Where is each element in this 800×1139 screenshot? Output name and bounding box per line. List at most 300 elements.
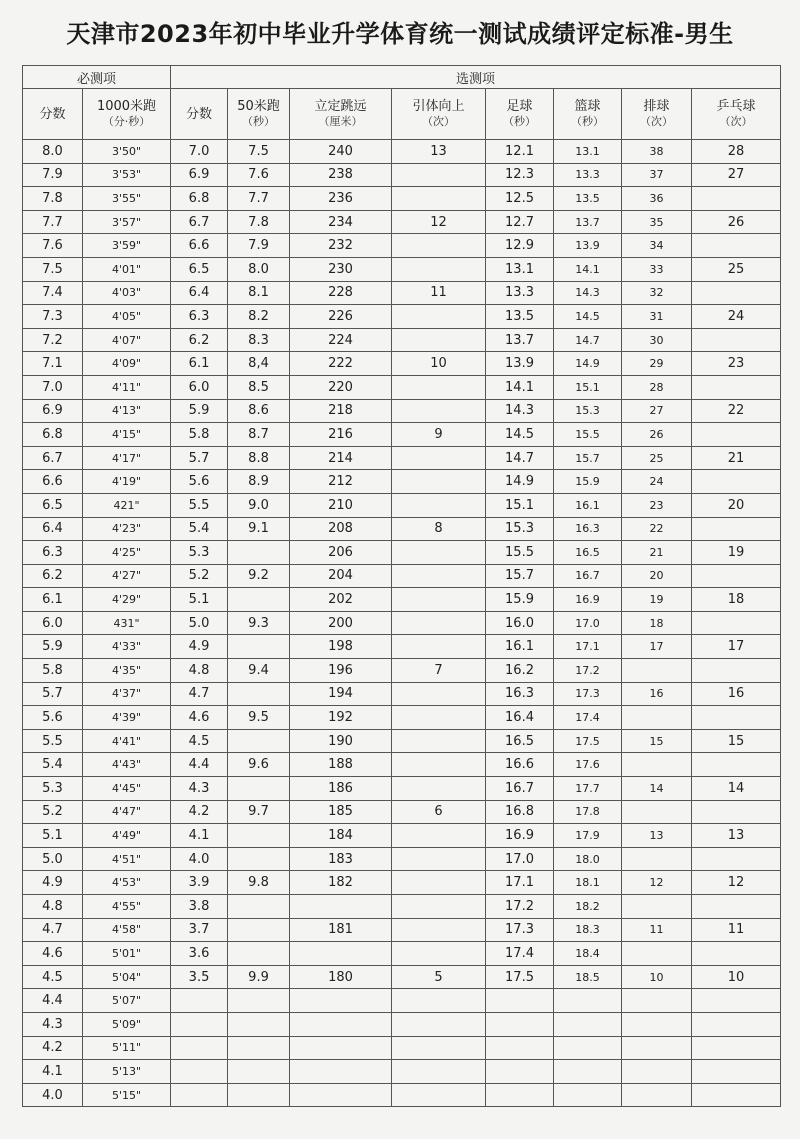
table-cell: 17.1 (554, 635, 622, 659)
table-cell: 4.8 (23, 895, 83, 919)
table-cell: 6.1 (23, 588, 83, 612)
table-cell: 13.7 (554, 210, 622, 234)
table-cell: 13.7 (486, 328, 554, 352)
table-cell (692, 800, 781, 824)
table-cell: 7.4 (23, 281, 83, 305)
table-cell: 12.3 (486, 163, 554, 187)
table-row (23, 682, 781, 706)
table-cell: 7.1 (23, 352, 83, 376)
column-header (228, 89, 290, 140)
table-cell: 8.0 (228, 257, 290, 281)
table-cell: 4.6 (23, 942, 83, 966)
table-cell: 6.7 (171, 210, 228, 234)
table-cell: 12.1 (486, 140, 554, 164)
table-cell: 3'55" (83, 187, 171, 211)
column-header-name: 排球 (643, 99, 670, 114)
table-cell: 5'07" (83, 989, 171, 1013)
table-cell (692, 564, 781, 588)
table-cell: 16.5 (486, 729, 554, 753)
table-cell: 9.9 (228, 965, 290, 989)
table-cell: 13 (622, 824, 692, 848)
table-cell: 13.5 (554, 187, 622, 211)
table-cell: 16.4 (486, 706, 554, 730)
table-cell (290, 1083, 392, 1107)
table-cell (692, 281, 781, 305)
table-cell: 17.0 (554, 611, 622, 635)
table-cell (392, 470, 486, 494)
table-cell: 15.5 (486, 541, 554, 565)
table-cell (228, 895, 290, 919)
table-cell: 4.0 (171, 847, 228, 871)
table-cell: 4'03" (83, 281, 171, 305)
table-cell (290, 895, 392, 919)
table-row (23, 635, 781, 659)
table-cell (392, 895, 486, 919)
table-cell (392, 682, 486, 706)
table-cell: 13.9 (486, 352, 554, 376)
column-header-name: 50米跑 (237, 99, 280, 114)
table-cell: 7.2 (23, 328, 83, 352)
table-cell (554, 1012, 622, 1036)
column-header-unit: （秒） (242, 115, 276, 128)
table-cell (554, 1083, 622, 1107)
table-cell: 26 (692, 210, 781, 234)
table-cell: 32 (622, 281, 692, 305)
table-row (23, 895, 781, 919)
table-cell: 4'49" (83, 824, 171, 848)
table-cell (392, 942, 486, 966)
table-row (23, 541, 781, 565)
table-row (23, 493, 781, 517)
table-cell (622, 1012, 692, 1036)
table-cell (392, 635, 486, 659)
table-cell: 3'57" (83, 210, 171, 234)
table-cell: 14 (692, 777, 781, 801)
table-cell (692, 659, 781, 683)
table-cell: 6.4 (23, 517, 83, 541)
table-row (23, 753, 781, 777)
table-cell: 9.0 (228, 493, 290, 517)
table-cell: 16.1 (554, 493, 622, 517)
table-cell: 35 (622, 210, 692, 234)
table-cell: 200 (290, 611, 392, 635)
table-cell: 26 (622, 423, 692, 447)
table-cell: 4.5 (171, 729, 228, 753)
table-cell: 6.2 (171, 328, 228, 352)
table-row (23, 305, 781, 329)
column-header (290, 89, 392, 140)
table-cell: 9 (392, 423, 486, 447)
table-cell: 15.9 (486, 588, 554, 612)
table-cell (692, 753, 781, 777)
table-cell (228, 729, 290, 753)
column-header-name: 引体向上 (412, 99, 465, 114)
table-cell: 4'09" (83, 352, 171, 376)
table-cell: 210 (290, 493, 392, 517)
table-cell (486, 989, 554, 1013)
table-cell: 17.5 (554, 729, 622, 753)
table-cell: 15.3 (486, 517, 554, 541)
table-cell (171, 1083, 228, 1107)
table-cell: 212 (290, 470, 392, 494)
table-cell: 8.5 (228, 375, 290, 399)
table-cell: 4'43" (83, 753, 171, 777)
table-cell: 21 (622, 541, 692, 565)
table-cell: 7.6 (228, 163, 290, 187)
table-cell (392, 541, 486, 565)
table-cell: 4.7 (171, 682, 228, 706)
table-cell: 181 (290, 918, 392, 942)
table-cell: 5.4 (23, 753, 83, 777)
table-cell: 17.0 (486, 847, 554, 871)
table-cell: 18.5 (554, 965, 622, 989)
table-cell: 226 (290, 305, 392, 329)
table-cell (290, 1060, 392, 1084)
table-cell (171, 989, 228, 1013)
table-cell (228, 635, 290, 659)
table-row (23, 659, 781, 683)
table-cell: 18.2 (554, 895, 622, 919)
table-cell: 16 (622, 682, 692, 706)
column-header (486, 89, 554, 140)
table-cell (486, 1012, 554, 1036)
table-cell (486, 1036, 554, 1060)
table-cell: 6.2 (23, 564, 83, 588)
table-cell: 15.1 (486, 493, 554, 517)
table-cell: 17.8 (554, 800, 622, 824)
table-cell: 5.1 (23, 824, 83, 848)
table-cell (622, 847, 692, 871)
table-cell: 4'01" (83, 257, 171, 281)
table-cell: 234 (290, 210, 392, 234)
table-cell (692, 895, 781, 919)
table-cell: 13.3 (554, 163, 622, 187)
table-row (23, 257, 781, 281)
table-cell: 9.7 (228, 800, 290, 824)
table-row (23, 423, 781, 447)
table-cell: 4.0 (23, 1083, 83, 1107)
table-cell: 4.3 (171, 777, 228, 801)
column-header-name: 乒乓球 (716, 99, 756, 114)
table-cell: 14.1 (554, 257, 622, 281)
table-cell: 5.0 (23, 847, 83, 871)
table-cell (622, 895, 692, 919)
table-cell: 7.9 (228, 234, 290, 258)
table-cell (692, 1036, 781, 1060)
table-cell: 4.7 (23, 918, 83, 942)
table-cell (392, 1060, 486, 1084)
table-cell (228, 682, 290, 706)
table-cell (392, 187, 486, 211)
table-cell: 5.2 (23, 800, 83, 824)
table-cell (228, 847, 290, 871)
table-cell: 6.0 (171, 375, 228, 399)
table-row (23, 918, 781, 942)
table-cell: 192 (290, 706, 392, 730)
table-cell: 15.3 (554, 399, 622, 423)
table-cell: 16.9 (486, 824, 554, 848)
table-cell (486, 1083, 554, 1107)
table-cell: 16.5 (554, 541, 622, 565)
table-row (23, 989, 781, 1013)
column-header-unit: （次） (719, 115, 753, 128)
table-row (23, 163, 781, 187)
table-cell: 15.7 (554, 446, 622, 470)
table-cell: 4'33" (83, 635, 171, 659)
table-cell: 16 (692, 682, 781, 706)
table-cell: 8.2 (228, 305, 290, 329)
table-cell: 421" (83, 493, 171, 517)
page-title: 天津市2023年初中毕业升学体育统一测试成绩评定标准-男生 (66, 20, 734, 48)
table-cell (392, 824, 486, 848)
table-cell: 5.0 (171, 611, 228, 635)
table-cell: 6.5 (23, 493, 83, 517)
table-cell: 4'35" (83, 659, 171, 683)
table-cell (392, 777, 486, 801)
table-cell: 31 (622, 305, 692, 329)
table-cell: 9.4 (228, 659, 290, 683)
table-cell (392, 611, 486, 635)
table-cell (692, 1012, 781, 1036)
column-header-unit: （秒） (571, 115, 605, 128)
table-cell: 8.3 (228, 328, 290, 352)
table-cell (392, 871, 486, 895)
table-row (23, 281, 781, 305)
table-cell: 4'45" (83, 777, 171, 801)
table-cell: 17.6 (554, 753, 622, 777)
table-cell: 240 (290, 140, 392, 164)
table-cell (554, 1036, 622, 1060)
table-cell: 7.6 (23, 234, 83, 258)
table-cell: 7 (392, 659, 486, 683)
table-cell: 4'51" (83, 847, 171, 871)
table-cell (486, 1060, 554, 1084)
table-cell: 202 (290, 588, 392, 612)
table-cell (392, 989, 486, 1013)
table-cell: 17.4 (486, 942, 554, 966)
table-cell: 17 (692, 635, 781, 659)
table-cell (392, 564, 486, 588)
table-cell: 27 (692, 163, 781, 187)
table-row (23, 1083, 781, 1107)
table-cell: 13 (392, 140, 486, 164)
table-cell: 190 (290, 729, 392, 753)
table-cell: 9.3 (228, 611, 290, 635)
table-cell (692, 1083, 781, 1107)
table-cell: 4'11" (83, 375, 171, 399)
table-cell: 5.6 (171, 470, 228, 494)
table-cell: 206 (290, 541, 392, 565)
table-cell: 16.1 (486, 635, 554, 659)
table-cell: 13.9 (554, 234, 622, 258)
table-cell: 22 (692, 399, 781, 423)
table-cell (392, 1036, 486, 1060)
table-cell: 16.6 (486, 753, 554, 777)
table-cell: 17.1 (486, 871, 554, 895)
table-cell: 6.9 (23, 399, 83, 423)
table-cell: 16.0 (486, 611, 554, 635)
table-cell: 208 (290, 517, 392, 541)
table-cell (622, 753, 692, 777)
table-cell: 15.1 (554, 375, 622, 399)
table-cell: 7.0 (171, 140, 228, 164)
table-cell: 222 (290, 352, 392, 376)
table-cell: 6.9 (171, 163, 228, 187)
table-cell: 5.7 (23, 682, 83, 706)
table-cell: 4'47" (83, 800, 171, 824)
table-cell (392, 375, 486, 399)
table-cell: 7.7 (228, 187, 290, 211)
table-cell: 24 (622, 470, 692, 494)
table-cell (392, 163, 486, 187)
table-cell: 13.1 (554, 140, 622, 164)
table-cell: 180 (290, 965, 392, 989)
table-cell (622, 800, 692, 824)
table-cell: 29 (622, 352, 692, 376)
column-header (171, 89, 228, 140)
table-cell: 36 (622, 187, 692, 211)
table-cell: 5.4 (171, 517, 228, 541)
table-cell: 4.4 (171, 753, 228, 777)
table-cell: 15.7 (486, 564, 554, 588)
table-cell: 15.5 (554, 423, 622, 447)
table-cell: 7.0 (23, 375, 83, 399)
table-cell (392, 1012, 486, 1036)
column-header (554, 89, 622, 140)
table-cell: 6 (392, 800, 486, 824)
table-cell (692, 423, 781, 447)
table-cell: 5.8 (171, 423, 228, 447)
table-cell: 4'15" (83, 423, 171, 447)
table-cell: 18.3 (554, 918, 622, 942)
table-row (23, 352, 781, 376)
table-cell: 4'55" (83, 895, 171, 919)
table-cell: 30 (622, 328, 692, 352)
table-cell (228, 824, 290, 848)
table-cell: 3'53" (83, 163, 171, 187)
table-cell: 25 (692, 257, 781, 281)
table-cell: 218 (290, 399, 392, 423)
table-row (23, 777, 781, 801)
table-cell: 5.9 (23, 635, 83, 659)
column-header (392, 89, 486, 140)
table-cell: 10 (692, 965, 781, 989)
table-cell: 6.7 (23, 446, 83, 470)
table-cell: 16.8 (486, 800, 554, 824)
table-cell: 20 (692, 493, 781, 517)
table-row (23, 187, 781, 211)
table-row (23, 588, 781, 612)
table-cell: 6.6 (23, 470, 83, 494)
table-row (23, 564, 781, 588)
table-cell (228, 1036, 290, 1060)
table-cell (290, 1036, 392, 1060)
table-cell: 186 (290, 777, 392, 801)
table-cell: 15 (622, 729, 692, 753)
table-cell (622, 706, 692, 730)
table-cell (692, 989, 781, 1013)
table-cell (228, 588, 290, 612)
table-cell: 4.2 (171, 800, 228, 824)
column-header-name: 1000米跑 (96, 99, 157, 114)
table-cell: 7.3 (23, 305, 83, 329)
table-cell: 4.5 (23, 965, 83, 989)
table-cell: 10 (392, 352, 486, 376)
table-cell (171, 1060, 228, 1084)
table-cell (392, 918, 486, 942)
table-cell: 12.7 (486, 210, 554, 234)
table-cell: 8,4 (228, 352, 290, 376)
table-cell: 5.3 (171, 541, 228, 565)
table-cell: 7.8 (23, 187, 83, 211)
table-cell: 9.8 (228, 871, 290, 895)
table-cell (228, 942, 290, 966)
table-cell: 4.3 (23, 1012, 83, 1036)
table-cell: 14.3 (486, 399, 554, 423)
table-cell: 7.7 (23, 210, 83, 234)
table-cell: 12 (392, 210, 486, 234)
table-cell: 28 (692, 140, 781, 164)
table-cell: 5'04" (83, 965, 171, 989)
table-cell (228, 1083, 290, 1107)
table-cell: 19 (622, 588, 692, 612)
column-header (692, 89, 781, 140)
table-cell: 14.3 (554, 281, 622, 305)
table-cell: 4'58" (83, 918, 171, 942)
table-cell: 14 (622, 777, 692, 801)
table-row (23, 517, 781, 541)
table-cell (622, 1060, 692, 1084)
table-cell (692, 470, 781, 494)
table-cell (692, 517, 781, 541)
table-cell: 23 (692, 352, 781, 376)
table-cell: 4'05" (83, 305, 171, 329)
table-cell (692, 942, 781, 966)
column-header (622, 89, 692, 140)
table-cell: 18.1 (554, 871, 622, 895)
table-row (23, 942, 781, 966)
table-cell: 4.4 (23, 989, 83, 1013)
table-cell: 4'13" (83, 399, 171, 423)
table-cell: 183 (290, 847, 392, 871)
table-cell: 214 (290, 446, 392, 470)
table-cell: 4.2 (23, 1036, 83, 1060)
table-cell (392, 257, 486, 281)
table-row (23, 1036, 781, 1060)
table-cell: 8.6 (228, 399, 290, 423)
table-cell: 3'50" (83, 140, 171, 164)
table-cell: 11 (392, 281, 486, 305)
table-cell: 5'15" (83, 1083, 171, 1107)
table-cell: 15.9 (554, 470, 622, 494)
table-cell: 6.5 (171, 257, 228, 281)
table-cell (692, 375, 781, 399)
table-cell: 8.0 (23, 140, 83, 164)
table-cell (392, 1083, 486, 1107)
table-cell: 6.3 (171, 305, 228, 329)
table-cell: 17.2 (554, 659, 622, 683)
table-cell: 27 (622, 399, 692, 423)
table-cell: 34 (622, 234, 692, 258)
table-cell: 5.3 (23, 777, 83, 801)
column-header-name: 分数 (186, 106, 213, 122)
table-cell (692, 187, 781, 211)
table-cell: 3.7 (171, 918, 228, 942)
column-header-name: 篮球 (574, 99, 601, 114)
table-cell (554, 1060, 622, 1084)
table-row (23, 210, 781, 234)
table-cell (392, 706, 486, 730)
